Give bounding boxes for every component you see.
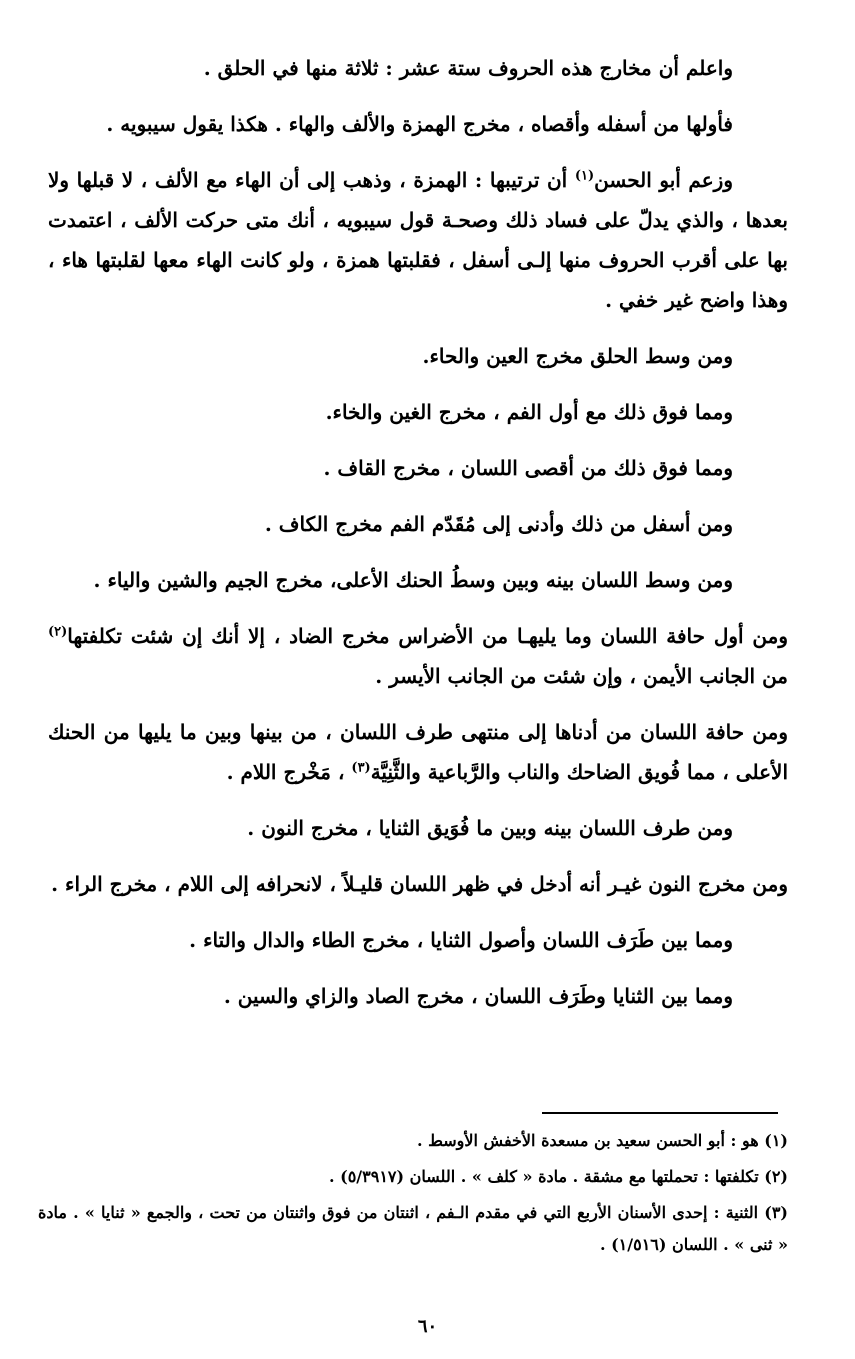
main-text xyxy=(48,48,788,1032)
footnote-marker-3: (٣) xyxy=(351,760,371,776)
paragraph-lam-before: ومن حافة اللسان من أدناها إلى منتهى طرف اللسان ، من بينها وبين ما يليها من الحنك الأعلى ، مما فُويق الضاحك والناب والرَّباعية والثَّنِيَّة xyxy=(48,720,788,784)
footnote-3: (٣) الثنية : إحدى الأسنان الأربع التي في مقدم الـفم ، اثنتان من فوق واثنتان من تحت ، والجمع « ثنايا » . مادة « ثنى » . اللسان (١/٥١٦) . xyxy=(38,1203,788,1254)
paragraph-lam-after: ، مَخْرج اللام . xyxy=(226,760,352,784)
paragraph-lam xyxy=(48,712,788,792)
paragraph-dad-before: ومن أول حافة اللسان وما يليهـا من الأضراس مخرج الضاد ، إلا أنك إن شئت تكلفتها xyxy=(67,624,788,648)
footnote-divider xyxy=(542,1112,778,1114)
paragraph-kaf: ومن أسفل من ذلك وأدنى إلى مُقَدّم الفم مخرج الكاف . xyxy=(264,512,733,536)
paragraph-abulhasan-before: وزعم أبو الحسن xyxy=(594,168,733,192)
footnote-1: (١) هو : أبو الحسن سعيد بن مسعدة الأخفش الأوسط . xyxy=(416,1131,788,1150)
footnote-marker-1: (١) xyxy=(574,168,595,184)
footnote-marker-2: (٢) xyxy=(48,624,68,640)
paragraph-abulhasan-after: أن ترتيبها : الهمزة ، وذهب إلى أن الهاء مع الألف ، لا قبلها ولا بعدها ، والذي يدلّ على فساد ذلك وصحـة قول سيبويه ، أنك متى حركت الألف ، اعتمدت بها على أقرب الحروف منها إلـى أسفل ، فقلبتها همزة ، ولو كانت الهاء معها لقلبتها هاء ، وهذا واضح غير خفي . xyxy=(48,168,788,312)
paragraph-nun: ومن طرف اللسان بينه وبين ما فُوَيق الثنايا ، مخرج النون . xyxy=(247,816,733,840)
paragraph-ta-dal-taa: ومما بين طَرَف اللسان وأصول الثنايا ، مخرج الطاء والدال والتاء . xyxy=(189,928,733,952)
paragraph-makharij: واعلم أن مخارج هذه الحروف ستة عشر : ثلاثة منها في الحلق . xyxy=(203,56,733,80)
paragraph-sad-zay-sin: ومما بين الثنايا وطَرَف اللسان ، مخرج الصاد والزاي والسين . xyxy=(223,984,733,1008)
paragraph-ghayn-khaa: ومما فوق ذلك مع أول الفم ، مخرج الغين والخاء. xyxy=(325,400,733,424)
paragraph-ra: ومن مخرج النون غيـر أنه أدخل في ظهر اللسان قليـلاً ، لانحرافه إلى اللام ، مخرج الراء . xyxy=(51,872,788,896)
paragraph-ayn-haa: ومن وسط الحلق مخرج العين والحاء. xyxy=(422,344,733,368)
paragraph-abulhasan xyxy=(48,160,788,320)
paragraph-dad xyxy=(48,616,788,696)
footnote-2: (٢) تكلفتها : تحملتها مع مشقة . مادة « كلف » . اللسان (٥/٣٩١٧) . xyxy=(328,1167,788,1186)
paragraph-jim-shin-ya: ومن وسط اللسان بينه وبين وسطُ الحنك الأعلى، مخرج الجيم والشين والياء . xyxy=(93,568,733,592)
paragraph-dad-after: من الجانب الأيمن ، وإن شئت من الجانب الأيسر . xyxy=(375,664,788,688)
page-number: ٦٠ xyxy=(417,1316,438,1337)
paragraph-first-makhraj: فأولها من أسفله وأقصاه ، مخرج الهمزة والألف والهاء . هكذا يقول سيبويه . xyxy=(106,112,733,136)
footnotes xyxy=(38,1125,788,1265)
paragraph-qaf: ومما فوق ذلك من أقصى اللسان ، مخرج القاف . xyxy=(323,456,733,480)
